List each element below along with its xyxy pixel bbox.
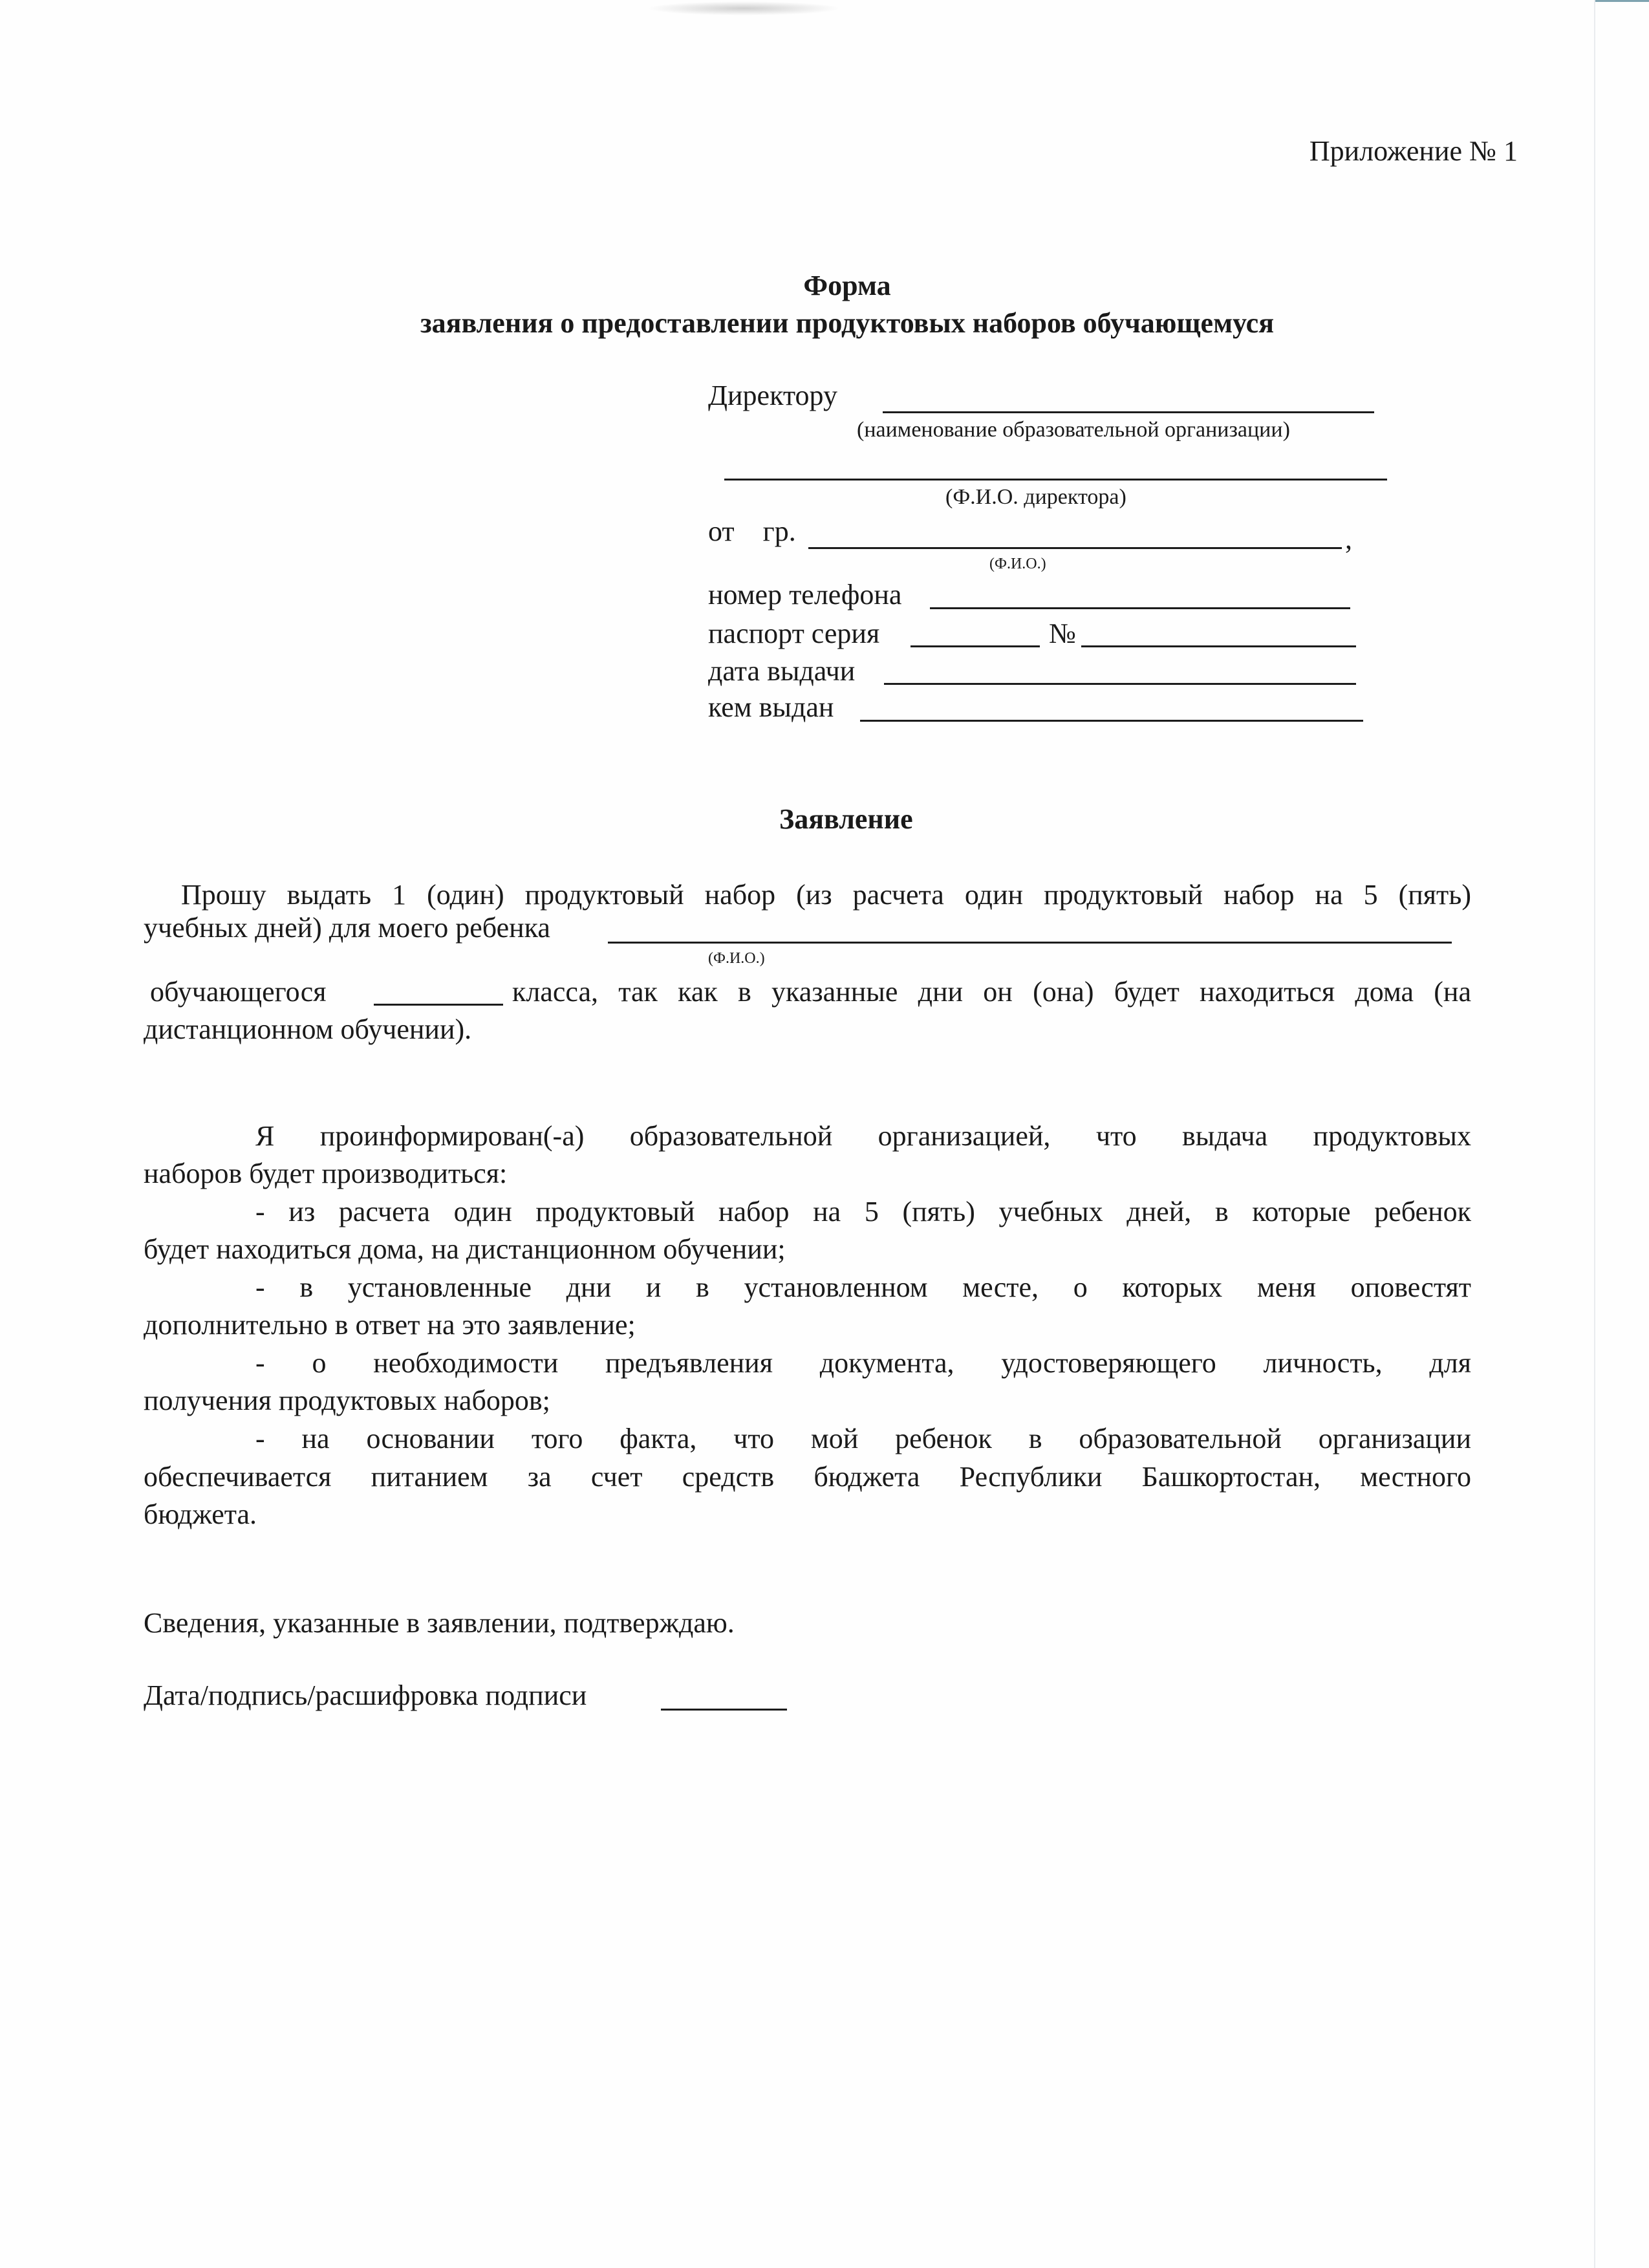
issued-by-field[interactable] [860, 720, 1363, 722]
request-line-3-start: обучающегося [150, 976, 327, 1008]
phone-label: номер телефона [708, 579, 902, 610]
child-fio-caption: (Ф.И.О.) [708, 950, 765, 967]
director-fio-caption: (Ф.И.О. директора) [945, 485, 1126, 509]
director-label: Директору [708, 380, 837, 411]
informed-item-1-line-2: будет находиться дома, на дистанционном обучении; [144, 1233, 786, 1265]
org-name-field[interactable] [883, 411, 1374, 413]
scan-smudge [647, 1, 841, 16]
passport-number-sign: № [1049, 618, 1076, 649]
informed-item-4-line-3: бюджета. [144, 1498, 257, 1530]
from-comma: , [1345, 523, 1352, 555]
statement-heading: Заявление [779, 803, 913, 835]
issued-by-label: кем выдан [708, 691, 834, 723]
passport-series-label: паспорт серия [708, 618, 880, 649]
form-subtitle: заявления о предоставлении продуктовых наборов обучающемуся [420, 307, 1275, 339]
signature-label: Дата/подпись/расшифровка подписи [144, 1679, 587, 1711]
passport-number-field[interactable] [1081, 645, 1356, 647]
informed-intro-line-1: Я проинформирован(-а) образовательной организацией, что выдача продуктовых [255, 1120, 1471, 1152]
informed-item-4-line-1: - на основании того факта, что мой ребенок в образовательной организации [255, 1423, 1471, 1454]
informed-item-4-line-2: обеспечивается питанием за счет средств бюджета Республики Башкортостан, местного [144, 1461, 1471, 1493]
informed-item-2-line-1: - в установленные дни и в установленном месте, о которых меня оповестят [255, 1271, 1471, 1303]
informed-item-2-line-2: дополнительно в ответ на это заявление; [144, 1309, 636, 1341]
applicant-fio-caption: (Ф.И.О.) [989, 556, 1046, 572]
director-fio-field[interactable] [724, 479, 1387, 481]
request-line-3-end: класса, так как в указанные дни он (она) будет находиться дома (на [512, 976, 1471, 1008]
request-line-2: учебных дней) для моего ребенка [144, 912, 550, 944]
form-title: Форма [803, 270, 891, 301]
request-line-1: Прошу выдать 1 (один) продуктовый набор (из расчета один продуктовый набор на 5 (пять) [181, 879, 1471, 911]
child-fio-field[interactable] [608, 942, 1452, 944]
confirmation-text: Сведения, указанные в заявлении, подтверждаю. [144, 1607, 735, 1639]
annex-label: Приложение № 1 [1309, 135, 1518, 167]
scan-edge [1594, 0, 1595, 2268]
request-line-4: дистанционном обучении). [144, 1013, 472, 1045]
phone-field[interactable] [930, 607, 1350, 609]
informed-item-1-line-1: - из расчета один продуктовый набор на 5 (пять) учебных дней, в которые ребенок [255, 1196, 1471, 1227]
from-label: от гр. [708, 515, 796, 547]
issue-date-label: дата выдачи [708, 655, 856, 687]
informed-item-3-line-1: - о необходимости предъявления документа, удостоверяющего личность, для [255, 1347, 1471, 1379]
grade-field[interactable] [374, 1004, 503, 1006]
org-name-caption: (наименование образовательной организации) [857, 418, 1290, 442]
passport-series-field[interactable] [911, 645, 1040, 647]
informed-item-3-line-2: получения продуктовых наборов; [144, 1385, 550, 1416]
issue-date-field[interactable] [884, 683, 1356, 685]
applicant-fio-field[interactable] [808, 547, 1342, 549]
informed-intro-line-2: наборов будет производиться: [144, 1158, 508, 1189]
scan-edge-top [1595, 0, 1649, 2]
signature-field[interactable] [661, 1709, 787, 1711]
